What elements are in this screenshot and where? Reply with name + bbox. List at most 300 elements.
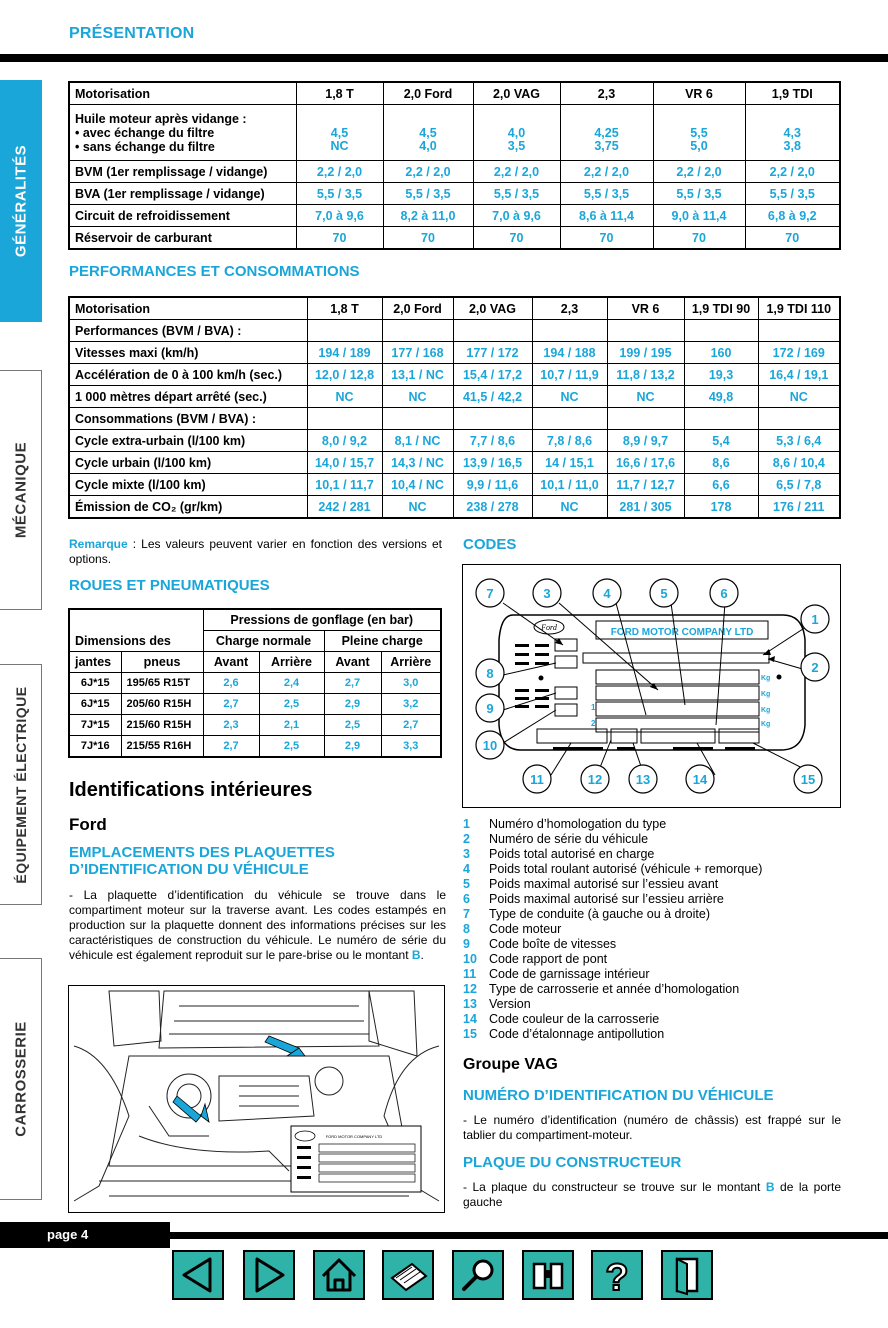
value-cell: 15,4 / 17,2	[453, 364, 532, 386]
value-cell: 178	[684, 496, 758, 519]
value-cell: 14,0 / 15,7	[307, 452, 382, 474]
table-row	[69, 386, 840, 408]
callout-number: 2	[811, 660, 819, 675]
value-cell: 7,7 / 8,6	[453, 430, 532, 452]
legend-text: Version	[489, 997, 531, 1011]
table-row	[69, 183, 840, 205]
table-row	[69, 430, 840, 452]
value-cell: 2,2 / 2,0	[653, 161, 745, 183]
value-cell: 2,5	[324, 715, 381, 736]
previous-icon	[174, 1252, 222, 1298]
value-cell: 5,5 / 3,5	[560, 183, 653, 205]
value: 3,75	[594, 138, 619, 153]
value-cell: 2,9	[324, 736, 381, 758]
header-cell: 2,0 VAG	[473, 82, 560, 105]
legend-text: Code boîte de vitesses	[489, 937, 617, 951]
value-cell: NC	[307, 386, 382, 408]
ford-heading: Ford	[69, 815, 107, 834]
search-icon	[454, 1252, 502, 1298]
value-cell: 6,6	[684, 474, 758, 496]
section-title: PRÉSENTATION	[69, 25, 195, 42]
value-cell: 6,8 à 9,2	[745, 205, 840, 227]
value-cell: NC	[532, 496, 607, 519]
header-cell: Arrière	[381, 652, 441, 673]
row-label: Cycle urbain (l/100 km)	[69, 452, 307, 474]
value-cell: NC	[607, 386, 684, 408]
value: 3,8	[783, 138, 801, 153]
value-cell: 7,8 / 8,6	[532, 430, 607, 452]
engine-bay-drawing	[69, 986, 444, 1212]
callout-number: 3	[543, 586, 551, 601]
value: 4,5	[419, 125, 437, 140]
value-cell: 10,1 / 11,0	[532, 474, 607, 496]
blank-cell	[69, 609, 203, 631]
plate-kg-label: Kg	[761, 675, 771, 682]
remark	[69, 537, 442, 567]
legend-number: 15	[463, 1027, 477, 1041]
value-cell: 199 / 195	[607, 342, 684, 364]
legend-text: Code couleur de la carrosserie	[489, 1012, 660, 1026]
value-cell: 9,9 / 11,6	[453, 474, 532, 496]
value: 4,5	[330, 125, 349, 140]
performances-table	[68, 296, 841, 519]
vin-heading: NUMÉRO D’IDENTIFICATION DU VÉHICULE	[463, 1087, 774, 1104]
value-cell: 70	[745, 227, 840, 250]
value-cell	[383, 105, 473, 161]
callout-number: 7	[486, 586, 494, 601]
legend-item	[463, 937, 616, 951]
header-cell: 2,3	[532, 297, 607, 320]
value-cell: 16,4 / 19,1	[758, 364, 840, 386]
tab-label: MÉCANIQUE	[12, 441, 29, 539]
previous-button[interactable]	[172, 1250, 224, 1300]
page-number-tab	[0, 1222, 170, 1248]
paragraph-text: de la porte gauche	[463, 1180, 841, 1209]
row-label: 1 000 mètres départ arrêté (sec.)	[69, 386, 307, 408]
legend-text: Type de carrosserie et année d’homologation	[489, 982, 740, 996]
value-cell: NC	[532, 386, 607, 408]
value-cell: 11,7 / 12,7	[607, 474, 684, 496]
capacities-table	[68, 81, 841, 250]
value-cell	[307, 320, 382, 342]
value-cell: 281 / 305	[607, 496, 684, 519]
value-cell	[758, 320, 840, 342]
table-row	[69, 496, 840, 519]
legend-number: 9	[463, 937, 470, 951]
legend-number: 8	[463, 922, 470, 936]
value-cell: 2,2 / 2,0	[560, 161, 653, 183]
legend-text: Poids maximal autorisé sur l’essieu avant	[489, 877, 719, 891]
callout-number: 12	[587, 772, 603, 787]
value-cell: 19,3	[684, 364, 758, 386]
legend-item	[463, 967, 650, 981]
table-row	[69, 320, 840, 342]
table-header-row	[69, 652, 441, 673]
value: 4,25	[594, 125, 619, 140]
header-cell: VR 6	[607, 297, 684, 320]
legend-item	[463, 982, 739, 996]
help-icon	[593, 1252, 641, 1298]
value-cell: 70	[560, 227, 653, 250]
performances-heading: PERFORMANCES ET CONSOMMATIONS	[69, 263, 360, 280]
value-cell: 2,2 / 2,0	[383, 161, 473, 183]
tab-label: GÉNÉRALITÉS	[12, 144, 29, 258]
value-cell: 9,0 à 11,4	[653, 205, 745, 227]
svg-text:FORD MOTOR COMPANY LTD: FORD MOTOR COMPANY LTD	[325, 1134, 383, 1139]
table-row	[69, 715, 441, 736]
callout-number: 4	[603, 586, 611, 601]
tyre-cell: 215/60 R15H	[121, 715, 203, 736]
header-cell: Pleine charge	[324, 631, 441, 652]
plate-kg-label: Kg	[761, 721, 771, 728]
pillar-b-ref: B	[765, 1180, 775, 1194]
next-button[interactable]	[243, 1250, 295, 1300]
value-cell: 70	[383, 227, 473, 250]
callout-number: 9	[486, 701, 494, 716]
tab-equipement-electrique[interactable]	[0, 664, 42, 905]
value: 4,3	[783, 125, 801, 140]
tab-carrosserie[interactable]	[0, 958, 42, 1200]
table-header-row	[69, 631, 441, 652]
row-label: Cycle mixte (l/100 km)	[69, 474, 307, 496]
legend-item	[463, 877, 718, 891]
find-button[interactable]	[522, 1250, 574, 1300]
header-cell: Motorisation	[69, 297, 307, 320]
value-cell: NC	[382, 386, 453, 408]
legend-text: Poids total autorisé en charge	[489, 847, 655, 861]
table-header-row	[69, 82, 840, 105]
callout-number: 15	[800, 772, 816, 787]
value-cell: 2,2 / 2,0	[745, 161, 840, 183]
table-row	[69, 452, 840, 474]
search-button[interactable]	[452, 1250, 504, 1300]
header-cell: 2,3	[560, 82, 653, 105]
value-cell: 2,2 / 2,0	[473, 161, 560, 183]
callout-number: 10	[482, 738, 498, 753]
value: 4,0	[419, 138, 437, 153]
value-cell: 5,4	[684, 430, 758, 452]
legend-number: 2	[463, 832, 470, 846]
home-icon	[315, 1252, 363, 1298]
tab-generalites[interactable]	[0, 80, 42, 322]
value-cell: 2,5	[259, 736, 324, 758]
header-cell: Charge normale	[203, 631, 324, 652]
value-cell: 3,2	[381, 694, 441, 715]
legend-item	[463, 847, 654, 861]
legend-text: Code de garnissage intérieur	[489, 967, 650, 981]
value-cell: 8,6	[684, 452, 758, 474]
codes-heading: CODES	[463, 536, 517, 553]
table-row	[69, 736, 441, 758]
help-button[interactable]	[591, 1250, 643, 1300]
value-cell	[560, 105, 653, 161]
value-cell: 2,9	[324, 694, 381, 715]
value-cell: 8,2 à 11,0	[383, 205, 473, 227]
rim-cell: 6J*15	[69, 694, 121, 715]
header-cell: Dimensions des	[69, 631, 203, 652]
value-cell: 2,6	[203, 673, 259, 694]
engine-bay-illustration	[68, 985, 445, 1213]
row-label: Réservoir de carburant	[69, 227, 296, 250]
vin-paragraph: - Le numéro d’identification (numéro de châssis) est frappé sur le tablier du compartiment-moteur.	[463, 1113, 841, 1142]
value-cell: 8,1 / NC	[382, 430, 453, 452]
value-cell	[382, 408, 453, 430]
value: 3,5	[507, 138, 526, 153]
table-row	[69, 342, 840, 364]
row-label: Vitesses maxi (km/h)	[69, 342, 307, 364]
value-cell: 177 / 168	[382, 342, 453, 364]
row-label: Émission de CO₂ (gr/km)	[69, 496, 307, 519]
value-cell: 8,6 à 11,4	[560, 205, 653, 227]
value-cell: 14,3 / NC	[382, 452, 453, 474]
value-cell: 5,5 / 3,5	[296, 183, 383, 205]
svg-text:?: ?	[605, 1257, 629, 1298]
plate-row-num: 2	[591, 719, 596, 728]
header-cell: jantes	[69, 652, 121, 673]
value-cell: 41,5 / 42,2	[453, 386, 532, 408]
value-cell	[684, 320, 758, 342]
callout-number: 1	[811, 612, 819, 627]
legend-text: Poids maximal autorisé sur l’essieu arrière	[489, 892, 724, 906]
value-cell: 2,7	[203, 694, 259, 715]
header-cell: VR 6	[653, 82, 745, 105]
header-cell: 1,9 TDI 90	[684, 297, 758, 320]
legend-item	[463, 952, 607, 966]
value-cell: 10,1 / 11,7	[307, 474, 382, 496]
legend-number: 7	[463, 907, 470, 921]
legend-item	[463, 892, 724, 906]
row-label-line: • sans échange du filtre	[75, 139, 215, 154]
callout-number: 8	[486, 666, 494, 681]
callout-number: 11	[530, 772, 544, 787]
table-row	[69, 161, 840, 183]
home-button[interactable]	[313, 1250, 365, 1300]
value-cell	[296, 105, 383, 161]
value-cell: 7,0 à 9,6	[473, 205, 560, 227]
legend-item	[463, 862, 762, 876]
value-cell: 2,1	[259, 715, 324, 736]
value-cell: 8,9 / 9,7	[607, 430, 684, 452]
value-cell: 49,8	[684, 386, 758, 408]
remark-text: : Les valeurs peuvent varier en fonction des versions et options.	[69, 537, 442, 566]
legend-number: 1	[463, 817, 470, 831]
tyre-cell: 215/55 R16H	[121, 736, 203, 758]
rim-cell: 7J*15	[69, 715, 121, 736]
svg-text:Ford: Ford	[541, 623, 557, 632]
value-cell: 11,8 / 13,2	[607, 364, 684, 386]
next-icon	[245, 1252, 293, 1298]
value-cell	[653, 105, 745, 161]
table-row	[69, 105, 840, 161]
value-cell	[745, 105, 840, 161]
legend-item	[463, 907, 710, 921]
plate-kg-label: Kg	[761, 707, 771, 714]
value: 5,5	[690, 125, 708, 140]
legend-item	[463, 997, 531, 1011]
callout-number: 6	[720, 586, 728, 601]
row-label	[69, 105, 296, 161]
table-row	[69, 474, 840, 496]
rim-cell: 7J*16	[69, 736, 121, 758]
value-cell	[382, 320, 453, 342]
tab-label: ÉQUIPEMENT ÉLECTRIQUE	[12, 685, 29, 884]
header-cell: 2,0 VAG	[453, 297, 532, 320]
tyre-cell: 205/60 R15H	[121, 694, 203, 715]
value: 4,0	[507, 125, 526, 140]
value-cell	[758, 408, 840, 430]
header-cell: 1,8 T	[296, 82, 383, 105]
value-cell: 2,7	[381, 715, 441, 736]
emplacements-heading	[69, 844, 335, 878]
value-cell: 70	[473, 227, 560, 250]
value-cell: 160	[684, 342, 758, 364]
legend-number: 11	[463, 967, 477, 981]
header-cell: Avant	[203, 652, 259, 673]
value-cell: 2,2 / 2,0	[296, 161, 383, 183]
value-cell: NC	[758, 386, 840, 408]
table-row	[69, 408, 840, 430]
legend-number: 5	[463, 877, 470, 891]
value-cell: 238 / 278	[453, 496, 532, 519]
table-row	[69, 227, 840, 250]
value-cell	[532, 408, 607, 430]
ident-heading: Identifications intérieures	[69, 779, 313, 801]
print-icon	[384, 1252, 432, 1298]
row-label: BVM (1er remplissage / vidange)	[69, 161, 296, 183]
exit-button[interactable]	[661, 1250, 713, 1300]
value-cell: 7,0 à 9,6	[296, 205, 383, 227]
value-cell: 13,1 / NC	[382, 364, 453, 386]
rim-cell: 6J*15	[69, 673, 121, 694]
header-cell: 1,8 T	[307, 297, 382, 320]
header-cell: 2,0 Ford	[383, 82, 473, 105]
value-cell: 3,3	[381, 736, 441, 758]
value-cell: 3,0	[381, 673, 441, 694]
header-cell: Pressions de gonflage (en bar)	[203, 609, 441, 631]
pillar-b-ref: B	[411, 948, 421, 962]
page-number: page 4	[47, 1227, 89, 1242]
tyre-cell: 195/65 R15T	[121, 673, 203, 694]
header-cell: 1,9 TDI	[745, 82, 840, 105]
heading-line: D’IDENTIFICATION DU VÉHICULE	[69, 861, 309, 878]
value: NC	[330, 138, 349, 153]
value-cell: 5,5 / 3,5	[473, 183, 560, 205]
legend-number: 10	[463, 952, 477, 966]
plaque-heading: PLAQUE DU CONSTRUCTEUR	[463, 1154, 682, 1171]
legend-text: Type de conduite (à gauche ou à droite)	[489, 907, 710, 921]
legend-number: 13	[463, 997, 477, 1011]
print-button[interactable]	[382, 1250, 434, 1300]
value-cell: 242 / 281	[307, 496, 382, 519]
table-row	[69, 673, 441, 694]
table-header-row	[69, 609, 441, 631]
legend-number: 12	[463, 982, 477, 996]
header-cell: 1,9 TDI 110	[758, 297, 840, 320]
table-row	[69, 364, 840, 386]
value-cell: 2,7	[324, 673, 381, 694]
value-cell: NC	[382, 496, 453, 519]
legend-item	[463, 817, 666, 831]
value-cell: 16,6 / 17,6	[607, 452, 684, 474]
value-cell: 12,0 / 12,8	[307, 364, 382, 386]
value-cell: 5,3 / 6,4	[758, 430, 840, 452]
value-cell: 8,0 / 9,2	[307, 430, 382, 452]
legend-item	[463, 832, 648, 846]
value-cell	[532, 320, 607, 342]
value-cell: 177 / 172	[453, 342, 532, 364]
value-cell	[453, 320, 532, 342]
header-cell: Arrière	[259, 652, 324, 673]
value: 5,0	[690, 138, 708, 153]
header-cell: pneus	[121, 652, 203, 673]
ford-paragraph: - La plaquette d’identification du véhicule se trouve dans le compartiment moteur sur la traverse avant. Les codes estampés en production sur la plaquette donnent des informations précises sur les caractéristiques de construction du véhicule. Le numéro de série du véhicule est également reproduit sur le pare-brise ou le montant B.	[69, 888, 446, 962]
heading-line: EMPLACEMENTS DES PLAQUETTES	[69, 844, 335, 861]
value-cell	[607, 408, 684, 430]
plate-company: FORD MOTOR COMPANY LTD	[610, 627, 754, 638]
id-plate-diagram	[462, 564, 841, 808]
value-cell: 2,7	[203, 736, 259, 758]
row-label: Performances (BVM / BVA) :	[69, 320, 307, 342]
binoculars-icon	[524, 1252, 572, 1298]
legend-item	[463, 1012, 659, 1026]
legend-number: 3	[463, 847, 470, 861]
value-cell: 10,4 / NC	[382, 474, 453, 496]
row-label: Cycle extra-urbain (l/100 km)	[69, 430, 307, 452]
plate-row-num: 1	[591, 703, 596, 712]
id-plate-drawing	[463, 565, 840, 807]
table-header-row	[69, 297, 840, 320]
tyre-pressure-table	[68, 608, 442, 758]
callout-number: 14	[692, 772, 708, 787]
legend-text: Numéro d’homologation du type	[489, 817, 667, 831]
paragraph-text: - La plaquette d’identification du véhicule se trouve dans le compartiment moteur sur la traverse avant. Les codes estampés en production sur la plaquette donnent des informations précises sur les caractéristiques de construction du véhicule. Le numéro de série du véhicule est également reproduit sur le pare-brise ou le montant	[69, 888, 446, 962]
legend-text: Numéro de série du véhicule	[489, 832, 649, 846]
vag-heading: Groupe VAG	[463, 1056, 558, 1073]
value-cell	[453, 408, 532, 430]
plaque-paragraph	[463, 1180, 841, 1210]
legend-text: Code rapport de pont	[489, 952, 608, 966]
legend-text: Code d’étalonnage antipollution	[489, 1027, 665, 1041]
value-cell	[607, 320, 684, 342]
value-cell: 70	[296, 227, 383, 250]
value-cell: 172 / 169	[758, 342, 840, 364]
row-label: Consommations (BVM / BVA) :	[69, 408, 307, 430]
row-label: Accélération de 0 à 100 km/h (sec.)	[69, 364, 307, 386]
legend-number: 14	[463, 1012, 477, 1026]
remark-label: Remarque	[69, 537, 128, 551]
value-cell: 5,5 / 3,5	[745, 183, 840, 205]
row-label-line: Huile moteur après vidange :	[75, 111, 247, 126]
value-cell	[307, 408, 382, 430]
legend-item	[463, 1027, 664, 1041]
legend-text: Code moteur	[489, 922, 562, 936]
value-cell: 14 / 15,1	[532, 452, 607, 474]
callout-number: 13	[635, 772, 651, 787]
table-row	[69, 205, 840, 227]
tab-mecanique[interactable]	[0, 370, 42, 610]
legend-text: Poids total roulant autorisé (véhicule + remorque)	[489, 862, 763, 876]
header-cell: 2,0 Ford	[382, 297, 453, 320]
value-cell	[473, 105, 560, 161]
value-cell: 70	[653, 227, 745, 250]
value-cell: 2,4	[259, 673, 324, 694]
legend-number: 4	[463, 862, 470, 876]
table-row	[69, 694, 441, 715]
wheels-heading: ROUES ET PNEUMATIQUES	[69, 577, 270, 594]
value-cell: 8,6 / 10,4	[758, 452, 840, 474]
value-cell: 6,5 / 7,8	[758, 474, 840, 496]
value-cell	[684, 408, 758, 430]
